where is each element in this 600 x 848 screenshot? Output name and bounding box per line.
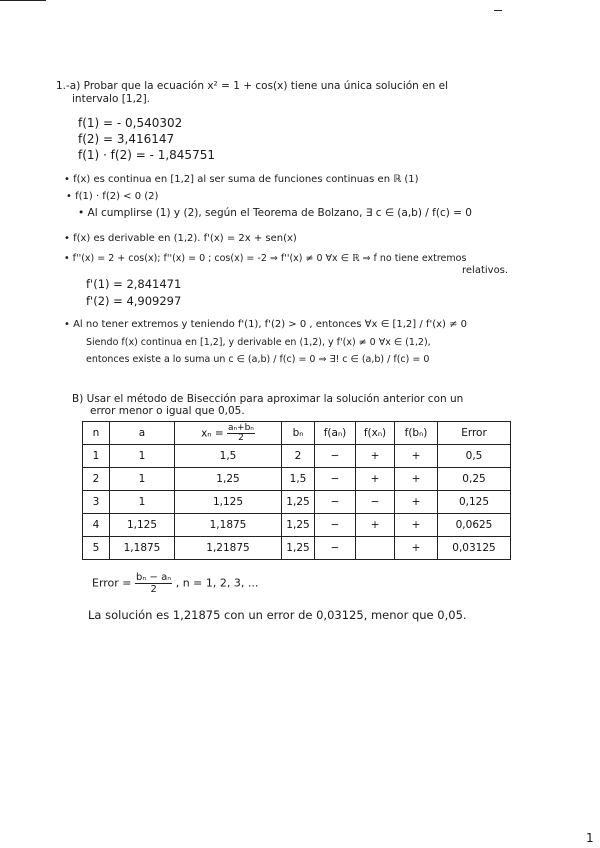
fp1-value: f'(1) = 2,841471 <box>86 277 182 291</box>
conclusion-line-2: entonces existe a lo suma un c ∈ (a,b) / f(c) = 0 ⇒ ∃! c ∈ (a,b) / f(c) = 0 <box>86 354 430 365</box>
header-xn <box>175 422 282 445</box>
cell-b: 1,25 <box>282 491 315 514</box>
cell-fb: + <box>395 514 438 537</box>
cell-x: 1,25 <box>175 468 282 491</box>
f1-value: f(1) = - 0,540302 <box>78 116 183 130</box>
cell-fb: + <box>395 468 438 491</box>
derivable-note: • f(x) es derivable en (1,2). f'(x) = 2x + sen(x) <box>64 233 297 244</box>
cell-x: 1,1875 <box>175 514 282 537</box>
header-fan: f(aₙ) <box>315 422 356 445</box>
cell-error: 0,03125 <box>438 537 511 560</box>
error-formula-tail: , n = 1, 2, 3, ... <box>175 576 259 590</box>
conclusion-line-1: Siendo f(x) continua en [1,2], y derivable en (1,2), y f'(x) ≠ 0 ∀x ∈ (1,2), <box>86 337 431 348</box>
cell-error: 0,25 <box>438 468 511 491</box>
cell-fx <box>356 537 395 560</box>
header-xn-num: aₙ+bₙ <box>227 422 254 433</box>
cell-b: 1,25 <box>282 537 315 560</box>
cell-fx: + <box>356 514 395 537</box>
header-a: a <box>110 422 175 445</box>
cell-a: 1,125 <box>110 514 175 537</box>
cell-fa: − <box>315 537 356 560</box>
table-row <box>83 514 511 537</box>
problem-a-statement-1: 1.-a) Probar que la ecuación x² = 1 + cos(x) tiene una única solución en el <box>56 80 448 92</box>
cell-error: 0,5 <box>438 445 511 468</box>
cell-x: 1,21875 <box>175 537 282 560</box>
cell-fa: − <box>315 514 356 537</box>
cell-fa: − <box>315 491 356 514</box>
cell-n: 5 <box>83 537 110 560</box>
cell-a: 1 <box>110 468 175 491</box>
top-dash <box>494 10 502 11</box>
final-answer: La solución es 1,21875 con un error de 0,03125, menor que 0,05. <box>88 608 467 622</box>
page-number: 1 <box>586 831 594 845</box>
header-xn-den: 2 <box>238 432 244 443</box>
f-product: f(1) · f(2) = - 1,845751 <box>78 148 215 162</box>
header-n: n <box>83 422 110 445</box>
cell-b: 2 <box>282 445 315 468</box>
sign-product-note: • f(1) · f(2) < 0 (2) <box>66 191 159 202</box>
table-header-row <box>83 422 511 445</box>
cell-fx: + <box>356 468 395 491</box>
f2-value: f(2) = 3,416147 <box>78 132 175 146</box>
cell-fx: + <box>356 445 395 468</box>
bolzano-note: • Al cumplirse (1) y (2), según el Teorema de Bolzano, ∃ c ∈ (a,b) / f(c) = 0 <box>78 207 472 219</box>
cell-b: 1,25 <box>282 514 315 537</box>
error-formula-den: 2 <box>150 584 157 595</box>
cell-x: 1,125 <box>175 491 282 514</box>
cell-fb: + <box>395 537 438 560</box>
error-formula <box>92 572 258 595</box>
error-formula-num: bₙ − aₙ <box>136 572 172 583</box>
cell-n: 4 <box>83 514 110 537</box>
header-error: Error <box>438 422 511 445</box>
no-extremes-note: • Al no tener extremos y teniendo f'(1), f'(2) > 0 , entonces ∀x ∈ [1,2] / f'(x) ≠ 0 <box>64 319 468 330</box>
cell-fa: − <box>315 468 356 491</box>
header-fxn: f(xₙ) <box>356 422 395 445</box>
error-formula-fraction <box>135 572 172 595</box>
top-rule <box>0 0 46 1</box>
cell-a: 1 <box>110 445 175 468</box>
cell-x: 1,5 <box>175 445 282 468</box>
problem-b-statement-2: error menor o igual que 0,05. <box>90 405 245 417</box>
cell-fb: + <box>395 491 438 514</box>
header-xn-label: xₙ = <box>201 427 227 439</box>
cell-n: 2 <box>83 468 110 491</box>
cell-b: 1,5 <box>282 468 315 491</box>
cell-a: 1,1875 <box>110 537 175 560</box>
bisection-table <box>82 421 511 560</box>
error-formula-label: Error = <box>92 576 132 590</box>
cell-n: 3 <box>83 491 110 514</box>
table-row <box>83 491 511 514</box>
problem-b-statement-1: B) Usar el método de Bisección para aproximar la solución anterior con un <box>72 393 464 405</box>
cell-fa: − <box>315 445 356 468</box>
cell-a: 1 <box>110 491 175 514</box>
header-fbn: f(bₙ) <box>395 422 438 445</box>
second-derivative-note: • f''(x) = 2 + cos(x); f''(x) = 0 ; cos(x) = -2 ⇒ f''(x) ≠ 0 ∀x ∈ ℝ ⇒ f no tiene extremos <box>64 253 467 264</box>
problem-a-statement-2: intervalo [1,2]. <box>72 93 151 105</box>
table-row <box>83 445 511 468</box>
cell-error: 0,0625 <box>438 514 511 537</box>
continuity-note: • f(x) es continua en [1,2] al ser suma de funciones continuas en ℝ (1) <box>64 174 419 185</box>
fp2-value: f'(2) = 4,909297 <box>86 294 182 308</box>
header-xn-fraction <box>227 424 255 443</box>
cell-fb: + <box>395 445 438 468</box>
relative-note: relativos. <box>462 265 509 276</box>
table-row <box>83 468 511 491</box>
header-bn: bₙ <box>282 422 315 445</box>
cell-fx: − <box>356 491 395 514</box>
cell-error: 0,125 <box>438 491 511 514</box>
cell-n: 1 <box>83 445 110 468</box>
table-row <box>83 537 511 560</box>
